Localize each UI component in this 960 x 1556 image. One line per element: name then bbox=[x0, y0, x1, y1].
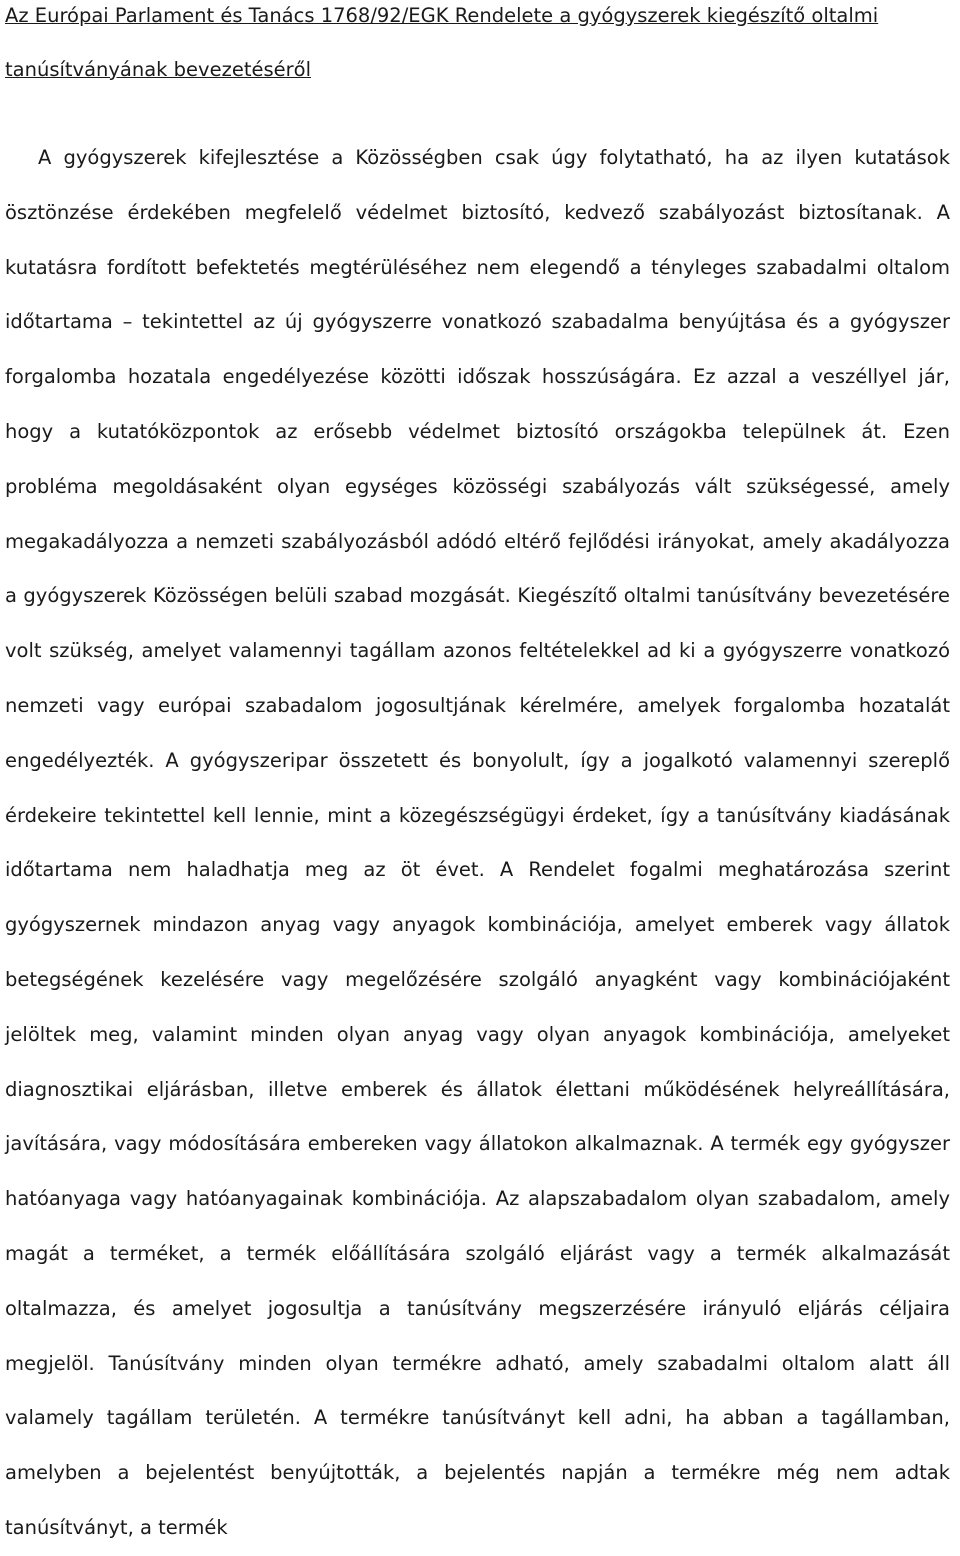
document-title bbox=[5, 0, 950, 97]
body-paragraph: A gyógyszerek kifejlesztése a Közösségben csak úgy folytatható, ha az ilyen kutatások ösztönzése érdekében megfelelő védelmet biztosító, kedvező szabályozást biztosítanak. A kutatásra fordított befektetés megtérüléséhez nem elegendő a tényleges szabadalmi oltalom időtartama – tekintettel az új gyógyszerre vonatkozó szabadalma benyújtása és a gyógyszer forgalomba hozatala engedélyezése közötti időszak hosszúságára. Ez azzal a veszéllyel jár, hogy a kutatóközpontok az erősebb védelmet biztosító országokba települnek át. Ezen probléma megoldásaként olyan egységes közösségi szabályozás vált szükségessé, amely megakadályozza a nemzeti szabályozásból adódó eltérő fejlődési irányokat, amely akadályozza a gyógyszerek Közösségen belüli szabad mozgását. Kiegészítő oltalmi tanúsítvány bevezetésére volt szükség, amelyet valamennyi tagállam azonos feltételekkel ad ki a gyógyszerre vonatkozó nemzeti vagy európai szabadalom jogosultjának kérelmére, amelyek forgalomba hozatalát engedélyezték. A gyógyszeripar összetett és bonyolult, így a jogalkotó valamennyi szereplő érdekeire tekintettel kell lennie, mint a közegészségügyi érdeket, így a tanúsítvány kiadásának időtartama nem haladhatja meg az öt évet. A Rendelet fogalmi meghatározása szerint gyógyszernek mindazon anyag vagy anyagok kombinációja, amelyet emberek vagy állatok betegségének kezelésére vagy megelőzésére szolgáló anyagként vagy kombinációjaként jelöltek meg, valamint minden olyan anyag vagy olyan anyagok kombinációja, amelyeket diagnosztikai eljárásban, illetve emberek és állatok élettani működésének helyreállítására, javítására, vagy módosítására embereken vagy állatokon alkalmaznak. A termék egy gyógyszer hatóanyaga vagy hatóanyagainak kombinációja. Az alapszabadalom olyan szabadalom, amely magát a terméket, a termék előállítására szolgáló eljárást vagy a termék alkalmazását oltalmazza, és amelyet jogosultja a tanúsítvány megszerzésére irányuló eljárás céljaira megjelöl. Tanúsítvány minden olyan termékre adható, amely szabadalmi oltalom alatt áll valamely tagállam területén. A termékre tanúsítványt kell adni, ha abban a tagállamban, amelyben a bejelentést benyújtották, a bejelentés napján a termékre még nem adtak tanúsítványt, a termék bbox=[5, 146, 950, 1539]
document-page bbox=[5, 0, 950, 1556]
document-title-line-2: tanúsítványának bevezetéséről bbox=[5, 58, 311, 81]
document-title-line-1: Az Európai Parlament és Tanács 1768/92/EGK Rendelete a gyógyszerek kiegészítő oltalmi bbox=[5, 4, 879, 27]
